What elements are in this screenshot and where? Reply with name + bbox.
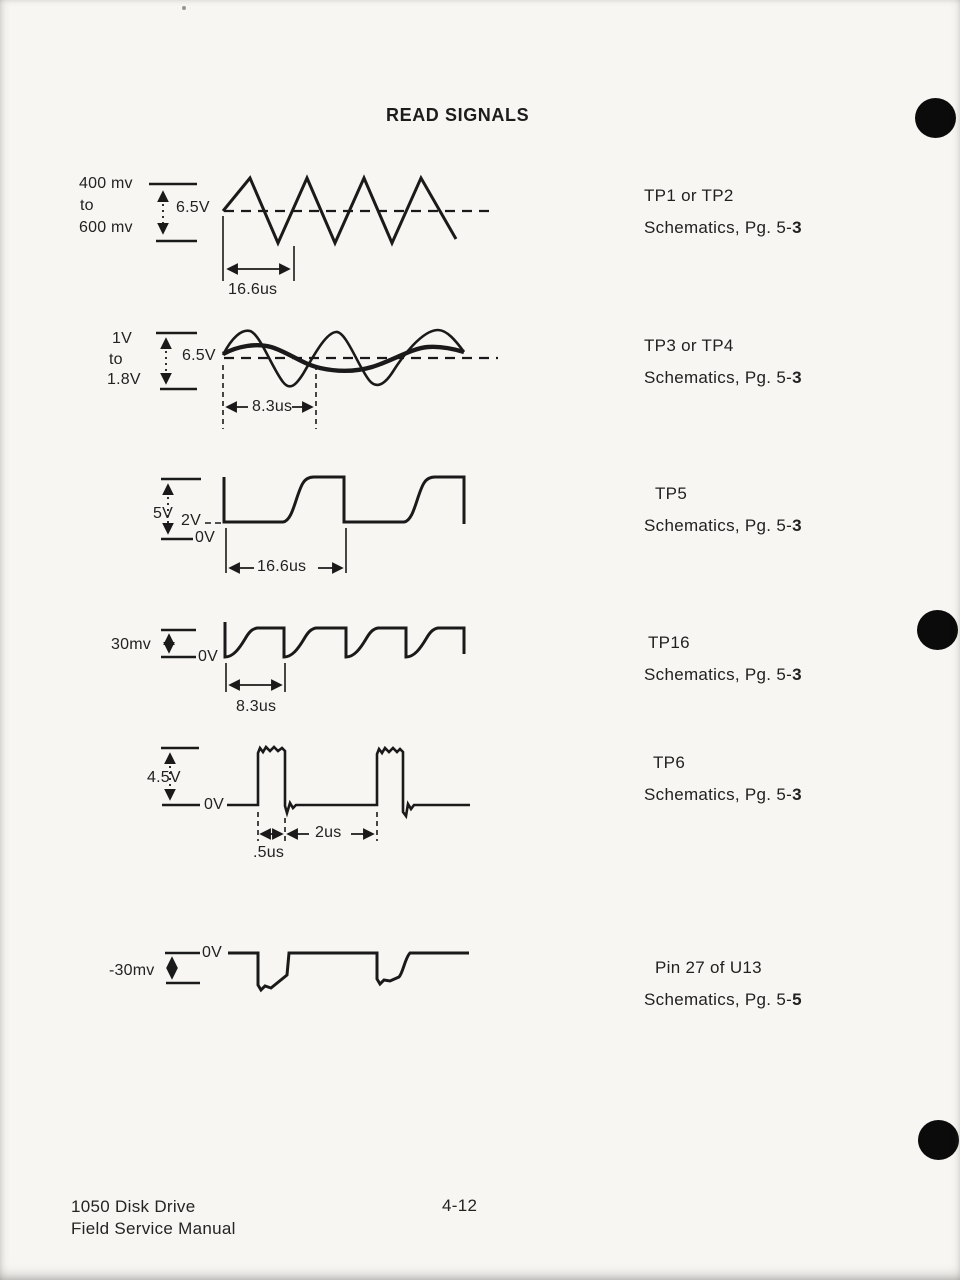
- amp-range-label: 30mv: [111, 636, 151, 653]
- schematic-reference: Schematics, Pg. 5-3: [644, 785, 802, 804]
- schematic-reference: Schematics, Pg. 5-5: [644, 990, 802, 1009]
- voltage-level-label: 0V: [198, 648, 218, 665]
- time-interval-label: 16.6us: [228, 281, 278, 298]
- test-point-label-block: [644, 958, 802, 1010]
- voltage-level-label: 0V: [195, 529, 215, 546]
- voltage-level-label: 0V: [202, 944, 222, 961]
- schematic-reference: Schematics, Pg. 5-3: [644, 665, 802, 684]
- test-point-name: TP16: [648, 633, 690, 652]
- amp-range-label: to: [80, 197, 94, 214]
- amp-range-label: 400 mv: [79, 175, 133, 192]
- square-wave-diagram: [100, 615, 475, 715]
- binding-hole: [917, 610, 958, 650]
- test-point-name: TP3 or TP4: [644, 336, 734, 355]
- time-interval-label: 16.6us: [257, 558, 307, 575]
- amp-range-label: 5V: [153, 505, 173, 522]
- time-interval-label: 2us: [315, 824, 342, 841]
- page-number: 4-12: [442, 1196, 478, 1215]
- schematic-reference: Schematics, Pg. 5-3: [644, 218, 802, 237]
- amp-range-label: 1V: [112, 330, 132, 347]
- amp-range-label: 600 mv: [79, 219, 133, 236]
- test-point-label-block: [644, 484, 802, 536]
- differential-sine-diagram: [100, 325, 505, 435]
- waveform-trace: [224, 477, 464, 524]
- schematic-reference: Schematics, Pg. 5-3: [644, 368, 802, 387]
- time-interval-label: 8.3us: [252, 398, 293, 415]
- footer-line1: 1050 Disk Drive: [71, 1197, 196, 1216]
- test-point-label-block: [644, 336, 802, 388]
- test-point-name: TP6: [653, 753, 686, 772]
- footer-manual-title: [71, 1196, 236, 1240]
- waveform-trace: [225, 622, 464, 657]
- waveform-trace: [223, 178, 456, 243]
- time-interval-label: .5us: [253, 844, 285, 861]
- amp-range-label: -30mv: [109, 962, 155, 979]
- footer-line2: Field Service Manual: [71, 1219, 236, 1238]
- amp-range-label: 4.5V: [147, 769, 181, 786]
- voltage-level-label: 2V: [181, 512, 201, 529]
- amp-range-label: to: [109, 351, 123, 368]
- test-point-label-block: [644, 633, 802, 685]
- binding-hole: [915, 98, 956, 138]
- scan-speck: [182, 6, 186, 10]
- page-title: READ SIGNALS: [386, 105, 530, 125]
- amp-range-label: 1.8V: [107, 371, 141, 388]
- voltage-level-label: 6.5V: [176, 199, 210, 216]
- test-point-label-block: [644, 186, 802, 238]
- test-point-name: Pin 27 of U13: [655, 958, 762, 977]
- waveform-trace: [228, 953, 469, 990]
- schematic-reference: Schematics, Pg. 5-3: [644, 516, 802, 535]
- negative-pulse-diagram: [100, 940, 475, 1000]
- binding-hole: [918, 1120, 959, 1160]
- test-point-label-block: [644, 753, 802, 805]
- test-point-name: TP1 or TP2: [644, 186, 734, 205]
- waveform-trace: [227, 747, 470, 816]
- test-point-name: TP5: [655, 484, 688, 503]
- voltage-level-label: 6.5V: [182, 347, 216, 364]
- pulse-train-diagram: [138, 742, 475, 847]
- time-interval-label: 8.3us: [236, 698, 277, 715]
- voltage-level-label: 0V: [204, 796, 224, 813]
